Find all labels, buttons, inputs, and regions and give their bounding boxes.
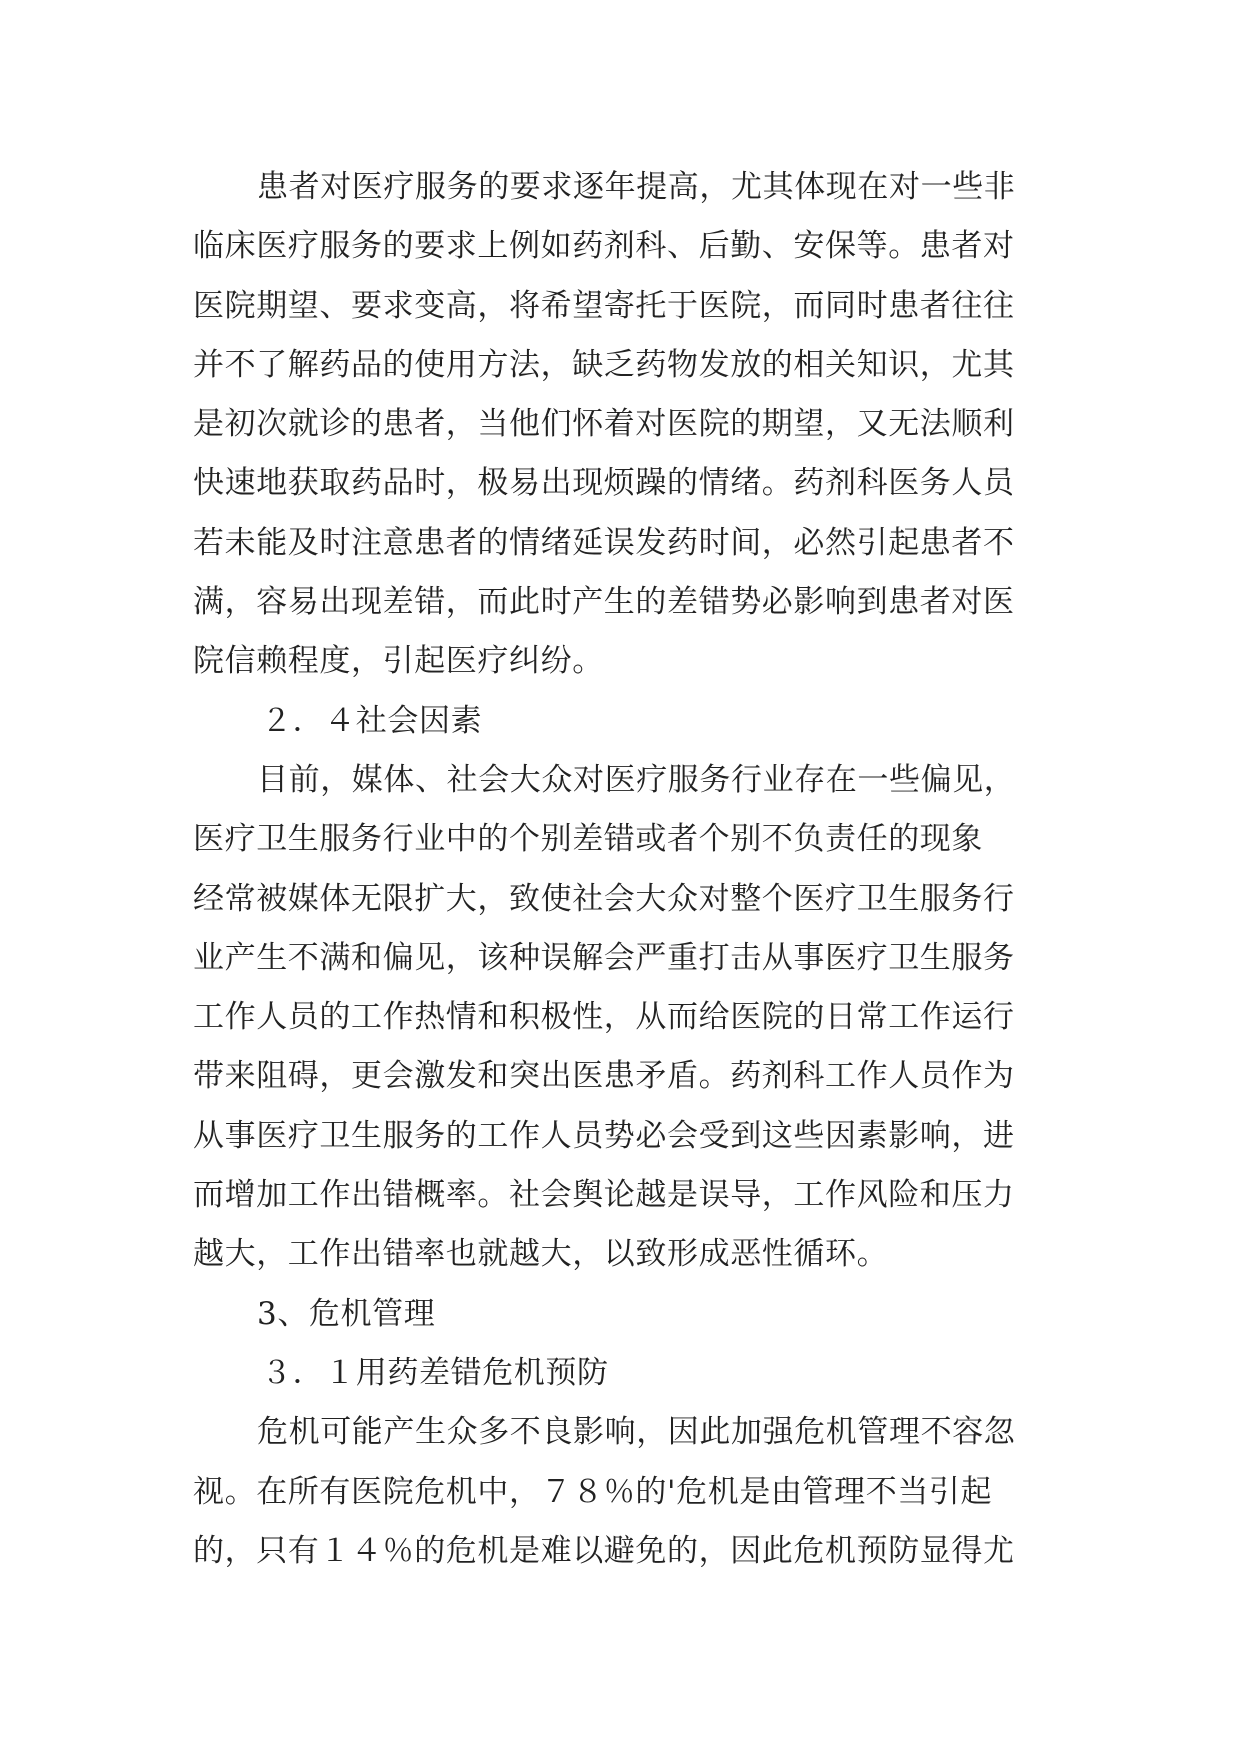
text-line: 满，容易出现差错，而此时产生的差错势必影响到患者对医: [193, 584, 1015, 621]
section-heading: ２．４社会因素: [261, 702, 483, 739]
text-line: 是初次就诊的患者，当他们怀着对医院的期望，又无法顺利: [193, 406, 1015, 443]
text-line: 工作人员的工作热情和积极性，从而给医院的日常工作运行: [193, 999, 1015, 1036]
text-line: 带来阻碍，更会激发和突出医患矛盾。药剂科工作人员作为: [193, 1058, 1015, 1095]
text-line: 患者对医疗服务的要求逐年提高，尤其体现在对一些非: [257, 169, 1016, 205]
text-line: 越大，工作出错率也就越大，以致形成恶性循环。: [193, 1236, 889, 1273]
text-line: 危机可能产生众多不良影响，因此加强危机管理不容忽: [257, 1414, 1016, 1451]
text-line: 从事医疗卫生服务的工作人员势必会受到这些因素影响，进: [193, 1117, 1015, 1154]
text-line: 目前，媒体、社会大众对医疗服务行业存在一些偏见，: [257, 761, 1016, 798]
text-line: 视。在所有医院危机中，７８％的'危机是由管理不当引起: [193, 1473, 993, 1510]
section-heading: ３．１用药差错危机预防: [261, 1354, 609, 1391]
text-line: 业产生不满和偏见，该种误解会严重打击从事医疗卫生服务: [193, 939, 1015, 976]
text-line: 3、危机管理: [257, 1295, 436, 1332]
text-line: 临床医疗服务的要求上例如药剂科、后勤、安保等。患者对: [193, 228, 1015, 265]
text-line: 医院期望、要求变高，将希望寄托于医院，而同时患者往往: [193, 287, 1015, 324]
text-line: 快速地获取药品时，极易出现烦躁的情绪。药剂科医务人员: [193, 465, 1015, 502]
text-line: 而增加工作出错概率。社会舆论越是误导，工作风险和压力: [193, 1177, 1015, 1214]
text-line: 经常被媒体无限扩大，致使社会大众对整个医疗卫生服务行: [193, 880, 1015, 917]
text-line: 院信赖程度，引起医疗纠纷。: [193, 643, 604, 680]
text-line: 若未能及时注意患者的情绪延误发药时间，必然引起患者不: [193, 524, 1015, 561]
text-line: 医疗卫生服务行业中的个别差错或者个别不负责任的现象: [193, 821, 983, 858]
body-text: [193, 158, 1053, 1581]
text-line: 的，只有１４％的危机是难以避免的，因此危机预防显得尤: [193, 1532, 1015, 1569]
text-line: 并不了解药品的使用方法，缺乏药物发放的相关知识，尤其: [193, 346, 1015, 383]
